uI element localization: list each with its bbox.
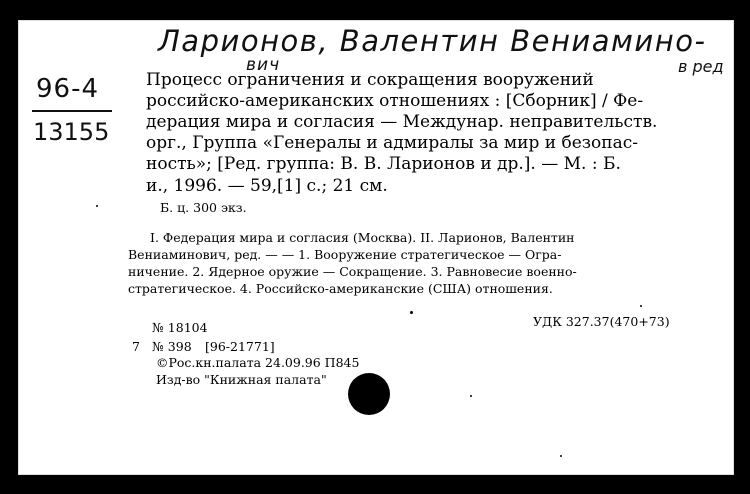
- publisher-line: Изд-во "Книжная палата": [156, 372, 327, 387]
- subject-line-2: Вениаминович, ред. — — 1. Вооружение стратегическое — Огра-: [128, 247, 562, 262]
- print-run: Б. ц. 300 экз.: [160, 200, 247, 215]
- scan-speck: [410, 311, 413, 314]
- punch-hole: [348, 373, 390, 415]
- subject-line-1: I. Федерация мира и согласия (Москва). II. Ларионов, Валентин: [150, 230, 575, 245]
- handwritten-author-continuation: вич: [246, 55, 281, 75]
- subject-line-3: ничение. 2. Ядерное оружие — Сокращение. 3. Равновесие военно-: [128, 264, 577, 279]
- scan-speck: [470, 395, 472, 397]
- card-number: № 398: [152, 339, 192, 354]
- description-line-6: и., 1996. — 59,[1] с.; 21 см.: [146, 176, 388, 196]
- call-number-divider: [32, 110, 112, 112]
- description-line-1: Процесс ограничения и сокращения вооружений: [146, 70, 594, 90]
- subject-line-4: стратегическое. 4. Российско-американские (США) отношения.: [128, 281, 553, 296]
- card-code: [96-21771]: [205, 339, 275, 354]
- handwritten-call-number: 96-4: [36, 74, 100, 104]
- description-line-2: российско-американских отношениях : [Сборник] / Фе-: [146, 91, 644, 111]
- scan-speck: [640, 305, 642, 307]
- description-line-5: ность»; [Ред. группа: В. В. Ларионов и др.]. — М. : Б.: [146, 154, 621, 174]
- scan-speck: [96, 205, 98, 207]
- scan-speck: [560, 455, 562, 457]
- handwritten-edit-mark: в ред: [678, 57, 724, 76]
- handwritten-inventory-number: 13155: [33, 118, 110, 146]
- book-chamber-line: ©Рос.кн.палата 24.09.96 П845: [156, 355, 360, 370]
- record-number: № 18104: [152, 320, 208, 335]
- description-line-4: орг., Группа «Генералы и адмиралы за мир и безопас-: [146, 133, 638, 153]
- description-line-3: дерация мира и согласия — Междунар. неправительств.: [146, 112, 658, 132]
- handwritten-author-heading: Ларионов, Валентин Вениамино-: [158, 24, 707, 58]
- section-number: 7: [132, 339, 140, 354]
- udc-code: УДК 327.37(470+73): [533, 314, 670, 329]
